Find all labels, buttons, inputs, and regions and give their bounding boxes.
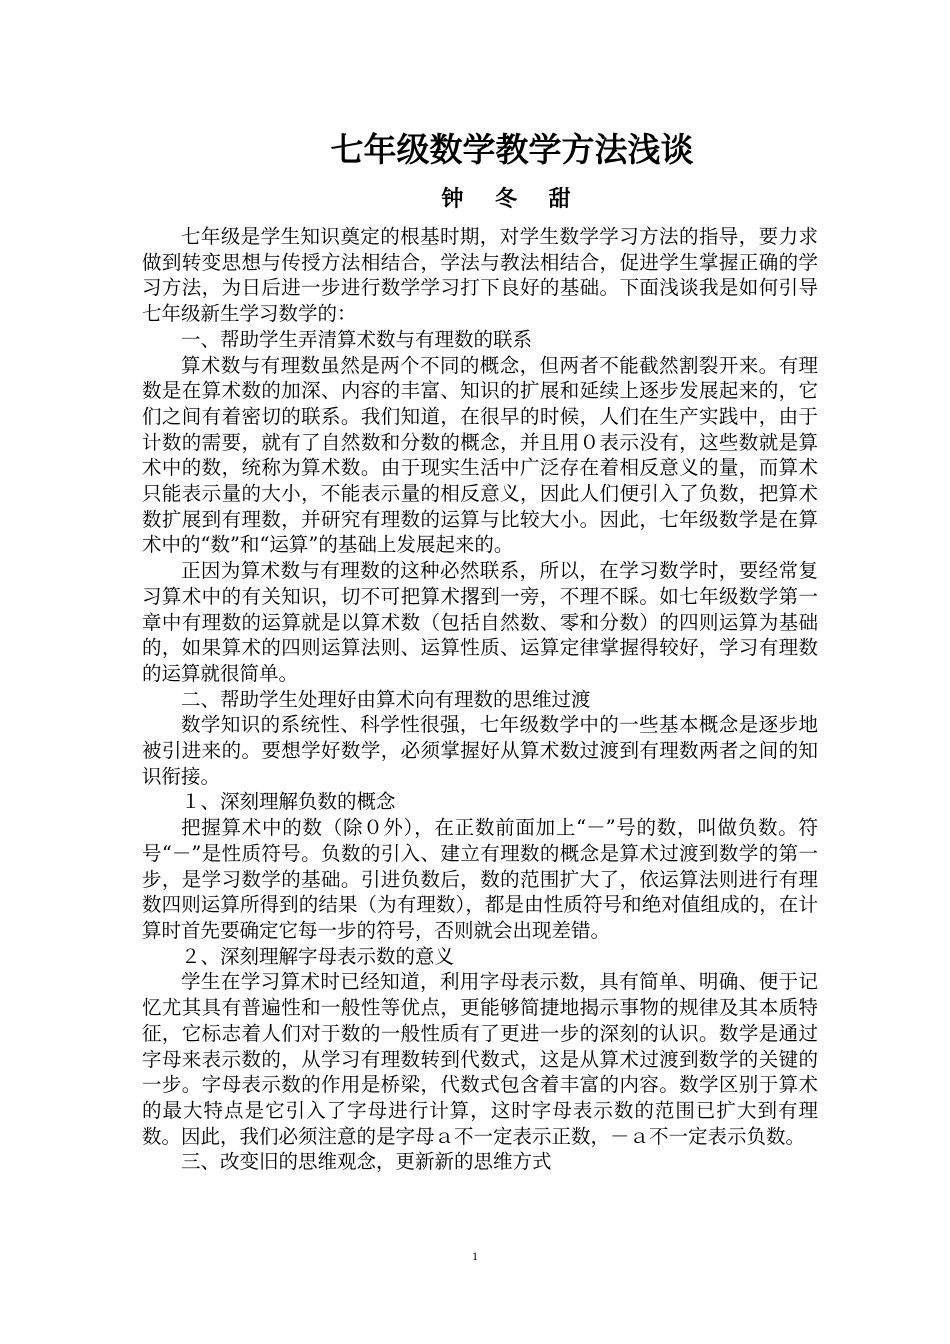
section-heading-1: 一、帮助学生弄清算术数与有理数的联系 <box>181 327 533 351</box>
subsection-heading-1: １、深刻理解负数的概念 <box>181 790 396 814</box>
section-heading-2: 二、帮助学生处理好由算术向有理数的思维过渡 <box>181 687 591 711</box>
body-paragraph: 算术数与有理数虽然是两个不同的概念，但两者不能截然割裂开来。有理数是在算术数的加深、内容的丰富、知识的扩展和延续上逐步发展起来的，它们之间有着密切的联系。我们知道，在很早的时候，人们在生产实践中，由于计数的需要，就有了自然数和分数的概念，并且用０表示没有，这些数就是算术中的数，统称为算术数。由于现实生活中广泛存在着相反意义的量，而算术只能表示量的大小，不能表示量的相反意义，因此人们便引入了负数，把算术数扩展到有理数，并研究有理数的运算与比较大小。因此，七年级数学是在算术中的“数”和“运算”的基础上发展起来的。 <box>142 353 818 557</box>
intro-paragraph: 七年级是学生知识奠定的根基时期，对学生数学学习方法的指导，要力求做到转变思想与传授方法相结合，学法与教法相结合，促进学生掌握正确的学习方法，为日后进一步进行数学学习打下良好的基础。下面浅谈我是如何引导七年级新生学习数学的： <box>142 225 818 326</box>
section-heading-3: 三、改变旧的思维观念，更新新的思维方式 <box>181 1150 552 1174</box>
body-paragraph: 数学知识的系统性、科学性很强，七年级数学中的一些基本概念是逐步地被引进来的。要想学好数学，必须掌握好从算术数过渡到有理数两者之间的知识衔接。 <box>142 713 818 788</box>
subsection-heading-2: ２、深刻理解字母表示数的意义 <box>181 944 455 968</box>
document-title: 七年级数学教学方法浅谈 <box>330 130 694 169</box>
document-body <box>142 224 818 1175</box>
author-name: 钟 冬 甜 <box>441 186 583 212</box>
body-paragraph: 正因为算术数与有理数的这种必然联系，所以，在学习数学时，要经常复习算术中的有关知识，切不可把算术撂到一旁，不理不睬。如七年级数学第一章中有理数的运算就是以算术数（包括自然数、零和分数）的四则运算为基础的，如果算术的四则运算法则、运算性质、运算定律掌握得较好，学习有理数的运算就很简单。 <box>142 559 818 685</box>
body-paragraph: 学生在学习算术时已经知道，利用字母表示数，具有简单、明确、便于记忆尤其具有普遍性和一般性等优点，更能够简捷地揭示事物的规律及其本质特征，它标志着人们对于数的一般性质有了更进一步的深刻的认识。数学是通过字母来表示数的，从学习有理数转到代数式，这是从算术过渡到数学的关键的一步。字母表示数的作用是桥梁，代数式包含着丰富的内容。数学区别于算术的最大特点是它引入了字母进行计算，这时字母表示数的范围已扩大到有理数。因此，我们必须注意的是字母ａ不一定表示正数，－ａ不一定表示负数。 <box>142 970 818 1148</box>
page-number: 1 <box>472 1249 478 1263</box>
body-paragraph: 把握算术中的数（除０外），在正数前面加上“－”号的数，叫做负数。符号“－”是性质符号。负数的引入、建立有理数的概念是算术过渡到数学的第一步，是学习数学的基础。引进负数后，数的范围扩大了，依运算法则进行有理数四则运算所得到的结果（为有理数），都是由性质符号和绝对值组成的，在计算时首先要确定它每一步的符号，否则就会出现差错。 <box>142 816 818 942</box>
